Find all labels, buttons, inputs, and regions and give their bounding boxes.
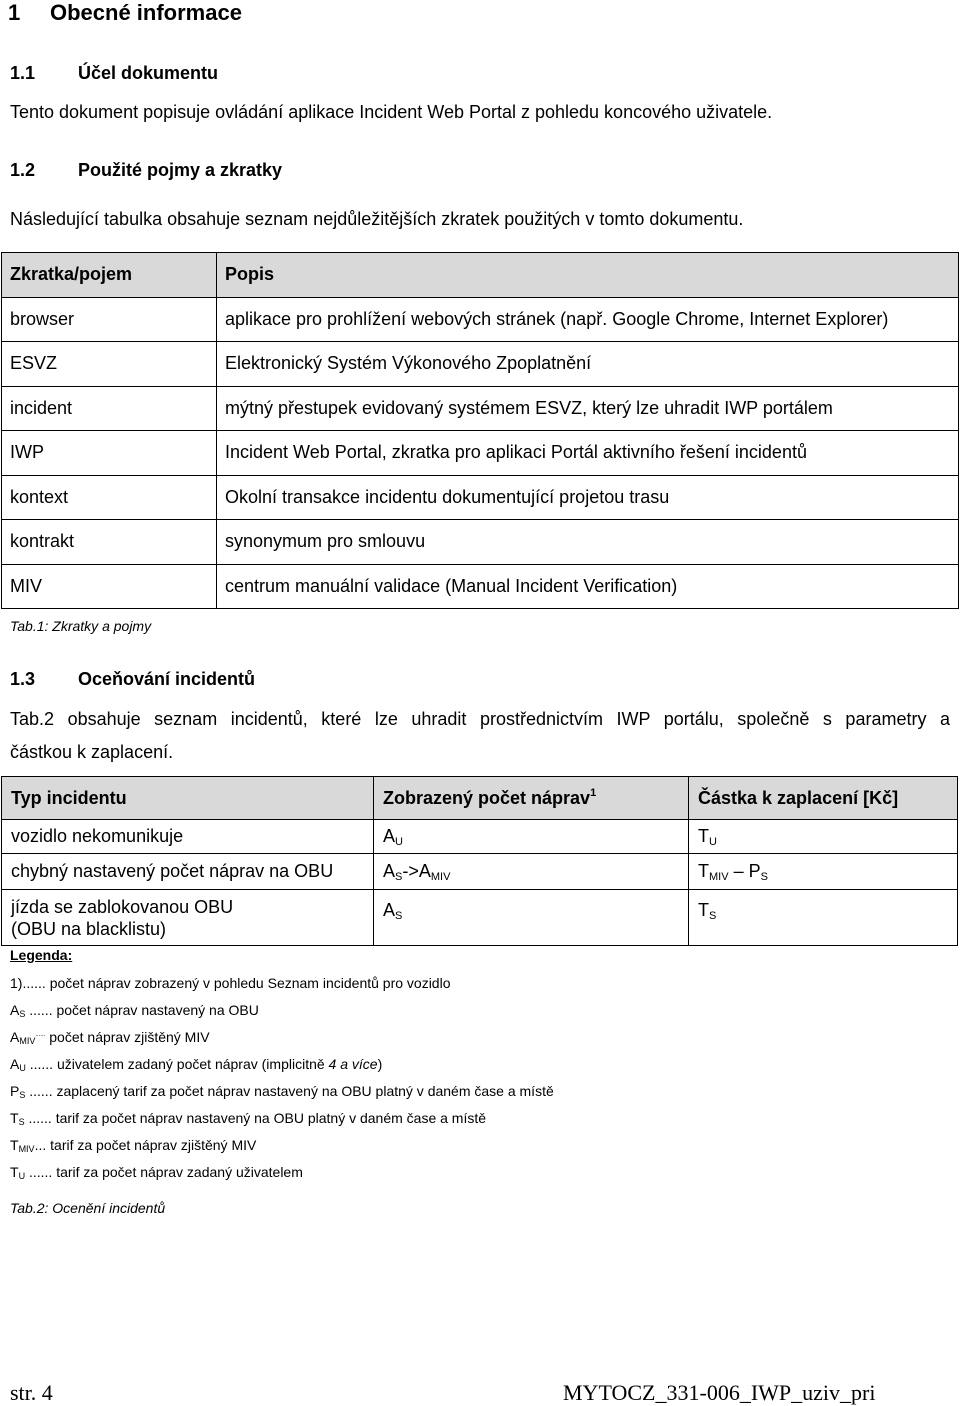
paragraph-pricing-line1: Tab.2 obsahuje seznam incidentů, které lze uhradit prostřednictvím IWP portálu, společně s parametry a [10,709,950,729]
paragraph-terms: Následující tabulka obsahuje seznam nejdůležitějších zkratek použitých v tomto dokumentu. [10,209,744,229]
header-description: Popis [217,253,959,298]
header-incident-type: Typ incidentu [2,777,374,820]
subsection-number: 1.1 [10,63,36,83]
subsection-number: 1.2 [10,160,36,180]
table-row [2,431,959,476]
subsection-title: Oceňování incidentů [78,669,256,689]
subsection-number: 1.3 [10,669,36,689]
amount-cell: $T_S$ [689,890,958,946]
table-row [2,820,958,854]
description-cell: synonymum pro smlouvu [217,520,959,565]
table-row [2,520,959,565]
description-cell: mýtný přestupek evidovaný systémem ESVZ, který lze uhradit IWP portálem [217,386,959,431]
description-cell: Incident Web Portal, zkratka pro aplikaci Portál aktivního řešení incidentů [217,431,959,476]
legend-item: $A_S$ ...... počet náprav nastavený na OBU [10,1002,259,1019]
incident-type-cell: jízda se zablokovanou OBU (OBU na blacklistu) [2,890,374,946]
legend-item: $P_S$ ...... zaplacený tarif za počet náprav nastavený na OBU platný v daném čase a místě [10,1083,554,1100]
term-cell: MIV [2,564,217,609]
subsection-title: Účel dokumentu [78,63,219,83]
axles-cell: $A_U$ [374,820,689,854]
incident-type-cell: chybný nastavený počet náprav na OBU [2,854,374,890]
paragraph-pricing-line2: částkou k zaplacení. [10,742,174,762]
legend-item: $A_U$ ...... uživatelem zadaný počet náprav (implicitně 4 a více) [10,1056,383,1073]
description-cell: centrum manuální validace (Manual Incident Verification) [217,564,959,609]
legend-item: $T_{MIV}$... tarif za počet náprav zjištěný MIV [10,1137,257,1154]
term-cell: ESVZ [2,342,217,387]
axles-cell: $A_S->A_{MIV}$ [374,854,689,890]
header-term: Zkratka/pojem [2,253,217,298]
subsection-heading-1-2 [10,160,282,181]
table-row [2,564,959,609]
legend-title: Legenda: [10,947,73,963]
description-cell: Okolní transakce incidentu dokumentující projetou trasu [217,475,959,520]
amount-cell: $T_{MIV} - P_S$ [689,854,958,890]
description-cell: Elektronický Systém Výkonového Zpoplatnění [217,342,959,387]
legend-item: 1)...... počet náprav zobrazený v pohledu Seznam incidentů pro vozidlo [10,975,451,991]
header-axles: Zobrazený počet náprav$^1$ [374,777,689,820]
term-cell: incident [2,386,217,431]
term-cell: IWP [2,431,217,476]
section-title: Obecné informace [50,0,242,25]
description-cell: aplikace pro prohlížení webových stránek (např. Google Chrome, Internet Explorer) [217,297,959,342]
legend-item: $T_U$ ...... tarif za počet náprav zadaný uživatelem [10,1164,303,1181]
table-caption-2: Tab.2: Ocenění incidentů [10,1200,166,1216]
footnote-marker: 1 [590,786,597,799]
term-cell: kontrakt [2,520,217,565]
header-amount: Částka k zaplacení [Kč] [689,777,958,820]
subsection-title: Použité pojmy a zkratky [78,160,283,180]
table-row [2,342,959,387]
term-cell: kontext [2,475,217,520]
subsection-heading-1-3 [10,669,255,690]
table-header-row [2,253,959,298]
legend-item: $T_S$ ...... tarif za počet náprav nastavený na OBU platný v daném čase a místě [10,1110,487,1127]
terms-table [1,252,959,609]
table-row [2,475,959,520]
axles-cell: $A_S$ [374,890,689,946]
table-row [2,854,958,890]
incident-type-cell: vozidlo nekomunikuje [2,820,374,854]
table-caption-1: Tab.1: Zkratky a pojmy [10,618,152,634]
document-id: MYTOCZ_331-006_IWP_uziv_pri [563,1380,876,1405]
legend-item: $A_{MIV}^{......}$ počet náprav zjištěný MIV [10,1029,210,1046]
amount-cell: $T_U$ [689,820,958,854]
table-header-row [2,777,958,820]
subsection-heading-1-1 [10,63,218,84]
table-row [2,386,959,431]
table-row [2,297,959,342]
term-cell: browser [2,297,217,342]
section-heading [8,0,242,26]
section-number: 1 [8,0,21,25]
paragraph-purpose: Tento dokument popisuje ovládání aplikace Incident Web Portal z pohledu koncového uživatele. [10,102,773,122]
page-number: str. 4 [10,1380,53,1405]
table-row [2,890,958,946]
pricing-table [1,776,958,946]
